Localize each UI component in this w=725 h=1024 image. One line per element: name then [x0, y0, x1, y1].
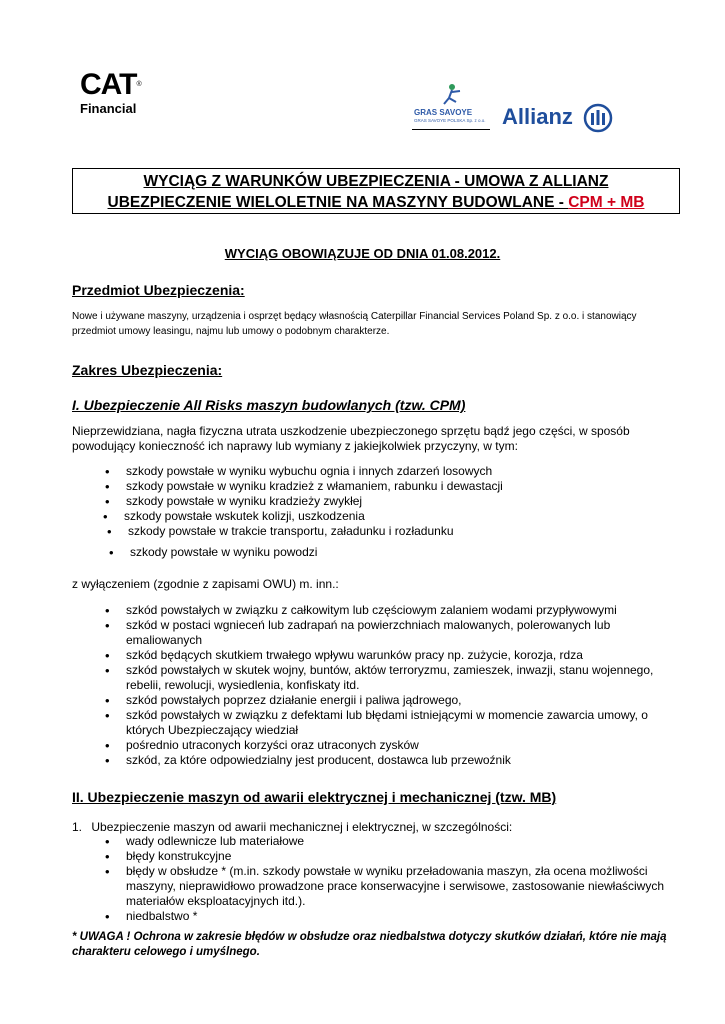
list-item: • szkody powstałe w wyniku kradzieży zwykłej: [126, 494, 666, 509]
list-item: • szkody powstałe wskutek kolizji, uszkodzenia: [124, 509, 666, 524]
cpm-exclusions-list: [126, 603, 686, 768]
cpm-coverage-list: [126, 464, 666, 560]
subject-heading: Przedmiot Ubezpieczenia:: [72, 282, 245, 298]
list-item: • szkody powstałe w wyniku powodzi: [130, 545, 666, 560]
document-title-box: [72, 168, 680, 214]
list-item: • błędy w obsłudze * (m.in. szkody powstałe w wyniku przeładowania maszyn, zła ocena możliwości maszyny, nieprawidłowo prowadzone prace konserwacyjne i serwisowe, zastosowanie niewłaściwych materiałów eksploatacyjnych itd.).: [126, 864, 682, 909]
list-item: • szkód powstałych poprzez działanie energii i paliwa jądrowego,: [126, 693, 686, 708]
gras-savoye-subtitle: GRAS SAVOYE POLSKA Sp. z o.o.: [414, 118, 486, 123]
mb-point-number: 1.: [72, 820, 83, 834]
scope-heading: Zakres Ubezpieczenia:: [72, 362, 223, 378]
gras-savoye-underline: [412, 129, 490, 130]
title-product-code: CPM + MB: [568, 194, 645, 211]
allianz-logo: [502, 103, 613, 133]
cat-financial-logo: [80, 70, 150, 116]
valid-from-notice: WYCIĄG OBOWIĄZUJE OD DNIA 01.08.2012.: [224, 246, 501, 261]
cpm-exclusions-intro: z wyłączeniem (zgodnie z zapisami OWU) m. inn.:: [72, 577, 339, 591]
gras-savoye-name: GRAS SAVOYE: [414, 108, 473, 117]
list-item: • szkody powstałe w wyniku wybuchu ognia i innych zdarzeń losowych: [126, 464, 666, 479]
list-item: • szkody powstałe w wyniku kradzież z włamaniem, rabunku i dewastacji: [126, 479, 666, 494]
list-item: • szkód powstałych w skutek wojny, buntów, aktów terroryzmu, zamieszek, inwazji, stanu wojennego, rebelii, rewolucji, wysiedlenia, konfiskaty itd.: [126, 663, 686, 693]
subject-text: Nowe i używane maszyny, urządzenia i osprzęt będący własnością Caterpillar Financial Services Poland Sp. z o.o. i stanowiący przedmiot umowy leasingu, najmu lub umowy o podobnym charakterze.: [72, 311, 637, 337]
mb-point-1: [72, 820, 672, 835]
allianz-eagle-icon: [583, 103, 613, 133]
list-item: • szkód w postaci wgnieceń lub zadrapań na powierzchniach malowanych, polerowanych lub emaliowanych: [126, 618, 686, 648]
list-item: • błędy konstrukcyjne: [126, 849, 682, 864]
gras-savoye-figure-icon: [432, 82, 472, 108]
mb-point-text: Ubezpieczenie maszyn od awarii mechanicznej i elektrycznej, w szczególności:: [91, 820, 513, 834]
allianz-word: Allianz: [502, 103, 573, 129]
list-item: • szkód powstałych w związku z całkowitym lub częściowym zalaniem wodami przypływowymi: [126, 603, 686, 618]
list-item: • szkód będących skutkiem trwałego wpływu warunków pracy np. zużycie, korozja, rdza: [126, 648, 686, 663]
list-item: • szkód powstałych w związku z defektami lub błędami istniejącymi w momencie zawarcia umowy, o których Ubezpieczający wiedział: [126, 708, 686, 738]
title-line-1: WYCIĄG Z WARUNKÓW UBEZPIECZENIA - UMOWA Z ALLIANZ: [143, 173, 609, 190]
mb-heading: II. Ubezpieczenie maszyn od awarii elektrycznej i mechanicznej (tzw. MB): [72, 789, 557, 805]
list-item: • szkód, za które odpowiedzialny jest producent, dostawca lub przewoźnik: [126, 753, 686, 768]
cat-logo-word: CAT®: [80, 68, 141, 101]
list-item: • wady odlewnicze lub materiałowe: [126, 834, 682, 849]
list-item: • niedbalstwo *: [126, 909, 682, 924]
cpm-heading: I. Ubezpieczenie All Risks maszyn budowlanych (tzw. CPM): [72, 397, 466, 413]
warning-note: * UWAGA ! Ochrona w zakresie błędów w obsłudze oraz niedbalstwa dotyczy skutków działań, które nie mają charakteru celowego i umyślnego.: [72, 931, 667, 958]
list-item: • szkody powstałe w trakcie transportu, załadunku i rozładunku: [128, 524, 666, 539]
mb-coverage-list: [126, 834, 682, 924]
list-item: • pośrednio utraconych korzyści oraz utraconych zysków: [126, 738, 686, 753]
cat-logo-financial: Financial: [80, 101, 137, 116]
title-line-2: UBEZPIECZENIE WIELOLETNIE NA MASZYNY BUDOWLANE - CPM + MB: [107, 194, 645, 211]
cpm-intro: Nieprzewidziana, nagła fizyczna utrata uszkodzenie ubezpieczonego sprzętu bądź jego części, w sposób powodujący konieczność ich naprawy lub wymiany z jakiejkolwiek przyczyny, w tym:: [72, 424, 630, 453]
gras-savoye-logo: [412, 82, 492, 130]
